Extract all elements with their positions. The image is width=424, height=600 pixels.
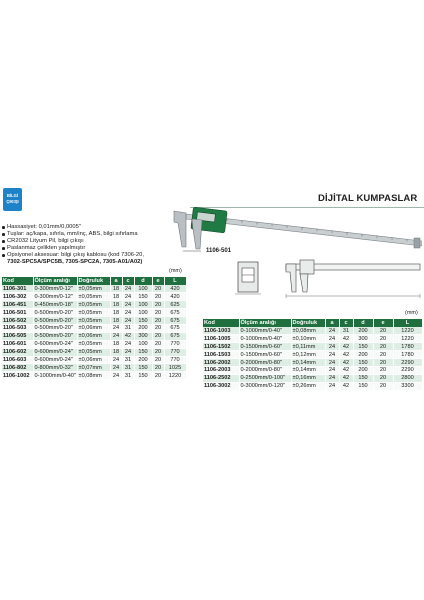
product-code-cell: 1106-3002 bbox=[203, 382, 239, 390]
table-cell: 150 bbox=[353, 374, 373, 382]
table-cell: 1220 bbox=[164, 372, 186, 380]
table-cell: 675 bbox=[164, 332, 186, 340]
table-cell: 20 bbox=[152, 301, 164, 309]
table-cell: ±0,12mm bbox=[291, 351, 325, 359]
column-header: Kod bbox=[203, 319, 239, 327]
table-cell: 24 bbox=[122, 317, 134, 325]
column-header: Ölçüm aralığı bbox=[33, 277, 77, 285]
feature-item: Opsiyonel aksesuar: bilgi çıkış kablosu (kod 7306-20, 7302-SPC5A/SPC5B, 7305-SPC2A, 7305-A01/A02) bbox=[2, 252, 188, 266]
table-row bbox=[2, 364, 186, 372]
table-row bbox=[2, 301, 186, 309]
table-cell: ±0,06mm bbox=[77, 332, 110, 340]
table-cell: 20 bbox=[373, 382, 393, 390]
table-cell: ±0,11mm bbox=[291, 343, 325, 351]
table-row bbox=[2, 372, 186, 380]
table-cell: 100 bbox=[134, 285, 152, 293]
product-code-cell: 1106-501 bbox=[2, 309, 33, 317]
table-cell: ±0,05mm bbox=[77, 309, 110, 317]
table-row bbox=[2, 285, 186, 293]
table-cell: 0-500mm/0-20" bbox=[33, 332, 77, 340]
table-cell: 20 bbox=[373, 343, 393, 351]
table-cell: ±0,10mm bbox=[291, 335, 325, 343]
table-cell: 0-500mm/0-20" bbox=[33, 317, 77, 325]
table-header-row bbox=[2, 277, 186, 285]
table-cell: 0-600mm/0-24" bbox=[33, 340, 77, 348]
table-cell: 20 bbox=[152, 324, 164, 332]
column-header: a bbox=[325, 319, 339, 327]
product-code-cell: 1106-1003 bbox=[203, 327, 239, 335]
table-cell: ±0,05mm bbox=[77, 301, 110, 309]
jaw-detail-drawing bbox=[233, 258, 263, 298]
column-header: Doğruluk bbox=[291, 319, 325, 327]
table-cell: 0-3000mm/0-120" bbox=[239, 382, 291, 390]
table-cell: 200 bbox=[134, 356, 152, 364]
table-cell: 18 bbox=[110, 293, 122, 301]
table-row bbox=[203, 327, 422, 335]
table-cell: 42 bbox=[339, 351, 353, 359]
table-cell: 24 bbox=[122, 301, 134, 309]
table-cell: 42 bbox=[339, 343, 353, 351]
page-title: DİJİTAL KUMPASLAR bbox=[318, 193, 418, 204]
table-cell: 0-500mm/0-20" bbox=[33, 309, 77, 317]
table-cell: 20 bbox=[373, 351, 393, 359]
product-code-cell: 1106-502 bbox=[2, 317, 33, 325]
table-cell: 2800 bbox=[393, 374, 422, 382]
product-code-cell: 1106-602 bbox=[2, 348, 33, 356]
table-cell: 2290 bbox=[393, 359, 422, 367]
product-code-cell: 1106-802 bbox=[2, 364, 33, 372]
spec-table-right bbox=[203, 319, 423, 391]
column-header: d bbox=[353, 319, 373, 327]
table-cell: 42 bbox=[339, 382, 353, 390]
column-header: e bbox=[152, 277, 164, 285]
table-cell: ±0,08mm bbox=[77, 372, 110, 380]
table-cell: ±0,05mm bbox=[77, 293, 110, 301]
feature-item: Paslanmaz çelikten yapılmıştır bbox=[2, 245, 188, 252]
table-cell: 42 bbox=[122, 332, 134, 340]
table-cell: 18 bbox=[110, 285, 122, 293]
table-cell: 0-500mm/0-20" bbox=[33, 324, 77, 332]
table-cell: 150 bbox=[134, 317, 152, 325]
table-cell: 20 bbox=[152, 356, 164, 364]
table-cell: 42 bbox=[339, 359, 353, 367]
table-cell: 24 bbox=[325, 366, 339, 374]
table-cell: 420 bbox=[164, 285, 186, 293]
table-cell: 0-1000mm/0-40" bbox=[239, 327, 291, 335]
feature-item: Tuşlar: aç/kapa, sıfırla, mm/inç, ABS, bilgi sıfırlama bbox=[2, 231, 188, 238]
table-cell: ±0,05mm bbox=[77, 340, 110, 348]
feature-item: CR2032 Lityum Pil, bilgi çıkışı bbox=[2, 238, 188, 245]
table-cell: 24 bbox=[325, 327, 339, 335]
table-row bbox=[203, 374, 422, 382]
table-cell: 31 bbox=[122, 364, 134, 372]
table-cell: 24 bbox=[110, 372, 122, 380]
table-cell: 0-2000mm/0-80" bbox=[239, 366, 291, 374]
caliper-illustration bbox=[172, 205, 422, 265]
table-cell: 1220 bbox=[393, 327, 422, 335]
table-row bbox=[203, 351, 422, 359]
table-header-row bbox=[203, 319, 422, 327]
table-row bbox=[2, 340, 186, 348]
table-cell: 31 bbox=[122, 324, 134, 332]
table-cell: 0-300mm/0-12" bbox=[33, 293, 77, 301]
table-cell: 100 bbox=[134, 301, 152, 309]
table-cell: 20 bbox=[152, 340, 164, 348]
product-code-cell: 1106-503 bbox=[2, 324, 33, 332]
column-header: L bbox=[164, 277, 186, 285]
table-cell: 24 bbox=[325, 359, 339, 367]
unit-label-right: (mm) bbox=[405, 310, 418, 316]
table-row bbox=[203, 359, 422, 367]
table-cell: 42 bbox=[339, 374, 353, 382]
table-row bbox=[2, 317, 186, 325]
table-cell: 200 bbox=[134, 324, 152, 332]
table-cell: ±0,06mm bbox=[77, 324, 110, 332]
table-cell: 24 bbox=[325, 335, 339, 343]
column-header: a bbox=[110, 277, 122, 285]
table-cell: 675 bbox=[164, 309, 186, 317]
table-cell: 20 bbox=[373, 374, 393, 382]
table-cell: 20 bbox=[373, 335, 393, 343]
table-cell: 0-1500mm/0-60" bbox=[239, 351, 291, 359]
table-row bbox=[2, 309, 186, 317]
table-row bbox=[2, 356, 186, 364]
table-cell: ±0,05mm bbox=[77, 348, 110, 356]
table-cell: 24 bbox=[110, 364, 122, 372]
table-row bbox=[203, 382, 422, 390]
table-cell: 24 bbox=[110, 324, 122, 332]
table-cell: 100 bbox=[134, 309, 152, 317]
table-cell: 675 bbox=[164, 317, 186, 325]
table-cell: ±0,14mm bbox=[291, 359, 325, 367]
table-cell: 24 bbox=[325, 343, 339, 351]
column-header: e bbox=[373, 319, 393, 327]
product-code-cell: 1106-1503 bbox=[203, 351, 239, 359]
table-cell: 24 bbox=[122, 348, 134, 356]
spec-table-left bbox=[2, 277, 187, 380]
table-cell: 20 bbox=[152, 317, 164, 325]
product-code-cell: 1106-1002 bbox=[2, 372, 33, 380]
table-cell: 150 bbox=[134, 364, 152, 372]
table-cell: 24 bbox=[110, 356, 122, 364]
product-code-cell: 1106-2002 bbox=[203, 359, 239, 367]
table-cell: 770 bbox=[164, 348, 186, 356]
table-cell: 300 bbox=[353, 335, 373, 343]
table-cell: 625 bbox=[164, 301, 186, 309]
table-cell: 2290 bbox=[393, 366, 422, 374]
table-row bbox=[203, 335, 422, 343]
data-output-badge bbox=[3, 188, 22, 211]
table-cell: 150 bbox=[134, 348, 152, 356]
table-cell: 18 bbox=[110, 340, 122, 348]
table-cell: 20 bbox=[152, 364, 164, 372]
table-row bbox=[2, 293, 186, 301]
table-cell: 100 bbox=[134, 340, 152, 348]
column-header: Ölçüm aralığı bbox=[239, 319, 291, 327]
product-code-cell: 1106-451 bbox=[2, 301, 33, 309]
table-cell: 0-2500mm/0-100" bbox=[239, 374, 291, 382]
table-cell: 42 bbox=[339, 335, 353, 343]
table-cell: 24 bbox=[110, 332, 122, 340]
table-cell: 0-2000mm/0-80" bbox=[239, 359, 291, 367]
column-header: L bbox=[393, 319, 422, 327]
table-cell: ±0,08mm bbox=[291, 327, 325, 335]
table-cell: 150 bbox=[134, 372, 152, 380]
product-code-cell: 1106-301 bbox=[2, 285, 33, 293]
product-code-cell: 1106-1502 bbox=[203, 343, 239, 351]
table-cell: 200 bbox=[353, 366, 373, 374]
table-cell: ±0,14mm bbox=[291, 366, 325, 374]
unit-label-left: (mm) bbox=[169, 268, 182, 274]
table-cell: 0-600mm/0-24" bbox=[33, 348, 77, 356]
table-cell: 24 bbox=[325, 351, 339, 359]
table-cell: 20 bbox=[373, 327, 393, 335]
dimension-drawing bbox=[282, 258, 422, 302]
table-cell: 20 bbox=[152, 348, 164, 356]
table-row bbox=[2, 348, 186, 356]
table-cell: 0-300mm/0-12" bbox=[33, 285, 77, 293]
table-cell: 20 bbox=[152, 372, 164, 380]
table-cell: 20 bbox=[152, 309, 164, 317]
column-header: c bbox=[339, 319, 353, 327]
feature-item: Hassasiyet: 0,01mm/0,0005" bbox=[2, 224, 188, 231]
product-code-cell: 1106-2003 bbox=[203, 366, 239, 374]
table-cell: 420 bbox=[164, 293, 186, 301]
table-cell: 20 bbox=[373, 366, 393, 374]
table-cell: 0-450mm/0-18" bbox=[33, 301, 77, 309]
product-code-cell: 1106-2502 bbox=[203, 374, 239, 382]
table-cell: 770 bbox=[164, 340, 186, 348]
table-cell: 200 bbox=[353, 351, 373, 359]
model-label: 1106-501 bbox=[206, 248, 232, 254]
table-cell: 150 bbox=[353, 343, 373, 351]
table-cell: ±0,26mm bbox=[291, 382, 325, 390]
table-cell: 0-800mm/0-32" bbox=[33, 364, 77, 372]
column-header: d bbox=[134, 277, 152, 285]
table-cell: 20 bbox=[373, 359, 393, 367]
table-cell: 300 bbox=[134, 332, 152, 340]
product-code-cell: 1106-603 bbox=[2, 356, 33, 364]
column-header: Doğruluk bbox=[77, 277, 110, 285]
product-code-cell: 1106-601 bbox=[2, 340, 33, 348]
table-cell: 1220 bbox=[393, 335, 422, 343]
table-cell: 31 bbox=[339, 327, 353, 335]
table-cell: ±0,06mm bbox=[77, 356, 110, 364]
table-cell: 1780 bbox=[393, 351, 422, 359]
table-cell: ±0,07mm bbox=[77, 364, 110, 372]
table-cell: 150 bbox=[353, 359, 373, 367]
table-row bbox=[203, 343, 422, 351]
table-cell: 0-600mm/0-24" bbox=[33, 356, 77, 364]
table-cell: 18 bbox=[110, 309, 122, 317]
table-cell: 24 bbox=[325, 382, 339, 390]
product-code-cell: 1106-1005 bbox=[203, 335, 239, 343]
table-cell: 1025 bbox=[164, 364, 186, 372]
table-row bbox=[203, 366, 422, 374]
table-row bbox=[2, 324, 186, 332]
table-cell: 18 bbox=[110, 348, 122, 356]
table-cell: 31 bbox=[122, 356, 134, 364]
table-cell: 20 bbox=[152, 285, 164, 293]
table-cell: 3300 bbox=[393, 382, 422, 390]
table-row bbox=[2, 332, 186, 340]
table-cell: 200 bbox=[353, 327, 373, 335]
table-cell: 42 bbox=[339, 366, 353, 374]
badge-line-2: ÇIKIŞI bbox=[6, 199, 19, 204]
table-cell: ±0,16mm bbox=[291, 374, 325, 382]
product-code-cell: 1106-505 bbox=[2, 332, 33, 340]
column-header: c bbox=[122, 277, 134, 285]
table-cell: 675 bbox=[164, 324, 186, 332]
table-cell: 150 bbox=[353, 382, 373, 390]
table-cell: 24 bbox=[122, 285, 134, 293]
table-cell: 31 bbox=[122, 372, 134, 380]
table-cell: 24 bbox=[325, 374, 339, 382]
table-cell: 20 bbox=[152, 332, 164, 340]
table-cell: 0-1000mm/0-40" bbox=[34, 372, 76, 379]
table-cell: 0-1500mm/0-60" bbox=[239, 343, 291, 351]
table-cell: 770 bbox=[164, 356, 186, 364]
table-cell: 0-1000mm/0-40" bbox=[239, 335, 291, 343]
feature-list bbox=[2, 224, 188, 265]
table-cell: 24 bbox=[122, 340, 134, 348]
table-cell: ±0,05mm bbox=[77, 317, 110, 325]
table-cell: 24 bbox=[122, 293, 134, 301]
table-cell: 1780 bbox=[393, 343, 422, 351]
column-header: Kod bbox=[2, 277, 33, 285]
table-cell: ±0,05mm bbox=[77, 285, 110, 293]
table-cell: 20 bbox=[152, 293, 164, 301]
product-code-cell: 1106-302 bbox=[2, 293, 33, 301]
table-cell: 24 bbox=[122, 309, 134, 317]
badge-line-1: BİLGİ bbox=[6, 193, 19, 198]
table-cell: 18 bbox=[110, 301, 122, 309]
table-cell: 150 bbox=[134, 293, 152, 301]
table-cell: 18 bbox=[110, 317, 122, 325]
